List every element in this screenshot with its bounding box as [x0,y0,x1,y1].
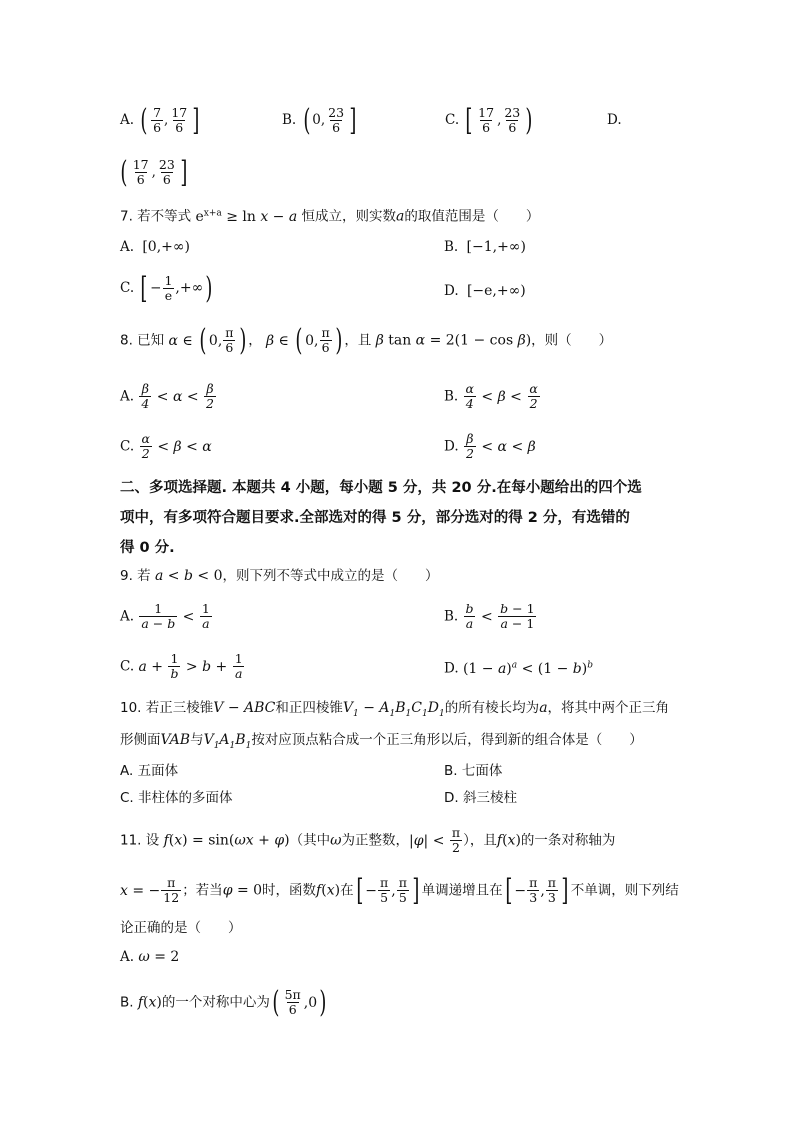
variable-omega: ω [330,832,342,849]
numerator: 17 [171,105,188,120]
stem-text: 为正整数， [341,832,410,849]
stem-text: 的取值范围是（ ） [404,208,540,225]
stem-text: ，将其中两个正三角 [547,700,670,716]
stem-text: 的所有棱长均为 [444,700,540,716]
option-value: [−e,+∞) [466,283,526,299]
option-label: C. [120,438,135,455]
denominator: 6 [332,120,341,135]
q10-option-a: A. 五面体 [120,763,179,779]
q10-option-d: D. 斜三棱柱 [444,790,517,806]
stem-text: 10. 若正三棱锥 [120,700,214,716]
fraction [326,106,346,135]
option-label: A. [120,112,135,128]
center-point: ( $\frac{5\pi}{6}$ ,0) [272,984,327,1020]
q11-option-a [120,947,179,967]
section2-line3: 得 0 分. [120,540,175,556]
q6-option-d: ( $\frac{17}{6}$ , $\frac{23}{6}$ ] [120,154,188,190]
q9-option-d [444,655,593,679]
q11-line1 [120,826,615,855]
function-def: f(x) = sin(ωx + φ) [163,832,290,849]
q7-option-b [444,237,526,257]
stem-text: 不单调，则下列结 [570,882,679,899]
numerator: 7 [153,105,162,120]
option-label: B. [444,388,459,405]
numerator: π [225,325,234,340]
q9-stem [120,566,438,586]
alpha-range: α ∈ ( 0, $\frac{\pi}{6}$ ) [168,322,246,358]
bracket-close: ] [349,102,357,138]
stem-text: 形侧面 [120,732,161,748]
bracket-close: ] [180,154,188,190]
stem-text: 在 [340,882,354,899]
stem-text: ，则下列不等式中成立的是（ ） [222,568,439,584]
option-formula: $\frac{\beta}{2}$ < α < β [465,431,536,461]
option-value: [−1,+∞) [466,239,526,255]
condition-formula: a < b < 0 [154,568,223,584]
numerator: 17 [478,105,495,120]
option-formula: $\frac{\alpha}{4}$ < β < $\frac{\alpha}{2}$ [465,381,538,411]
option-value: [0,+∞) [142,239,191,255]
pyramid-v1a1b1c1d1: $V_1 - A_1B_1C_1D_1$ [342,700,445,719]
q10-line1 [120,698,669,724]
q8-stem [120,322,613,358]
interval-1: [ − $\frac{\pi}{5}$ , $\frac{\pi}{5}$ ] [355,872,420,908]
stem-text: ；若当 [182,882,223,899]
q6-option-c: C. [ $\frac{17}{6}$ , $\frac{23}{6}$ ) [445,102,533,138]
denominator: 6 [321,340,330,355]
face-v1a1b1: $V_1A_1B_1$ [203,732,252,751]
phi-bound: |φ| < $\frac{\pi}{2}$ [409,825,461,855]
denominator: 6 [508,120,517,135]
q8-option-b [444,382,541,411]
interval-2: [ − $\frac{\pi}{3}$ , $\frac{\pi}{3}$ ] [504,872,569,908]
fraction [162,274,174,303]
option-label: B. [282,112,297,128]
q11-line2 [120,872,679,908]
q6-option-b [282,102,359,138]
beta-range: β ∈ ( 0, $\frac{\pi}{6}$ ) [266,322,343,358]
stem-text: 单调递增且在 [421,882,503,899]
stem-text: ），且 [463,832,497,849]
numerator: 1 [164,273,173,288]
denominator: e [164,288,173,303]
option-label: D. [444,283,459,299]
stem-text: 11. 设 [120,832,160,849]
function-fx: f(x) [496,832,521,849]
q11-option-b [120,984,329,1020]
variable-a: a [396,208,405,225]
denominator: 6 [162,172,171,187]
function-fx: f(x) [137,994,162,1011]
option-formula: ω = 2 [138,949,180,965]
numerator: π [321,325,330,340]
stem-text: 按对应顶点粘合成一个正三角形以后，得到新的组合体是（ ） [251,732,643,748]
option-formula: $\frac{1}{a - b}$ < $\frac{1}{a}$ [141,601,210,631]
fraction [476,106,496,135]
fraction [502,106,522,135]
paren-close: ) [525,102,533,138]
option-label: C. [120,280,135,296]
numerator: 23 [504,105,521,120]
paren-close: ) [205,270,213,306]
stem-text: （其中 [289,832,331,849]
option-label: D. [444,660,459,677]
fraction [169,106,189,135]
denominator: 6 [175,120,184,135]
numerator: 17 [132,157,149,172]
fraction [157,158,177,187]
stem-text: 7. 若不等式 [120,208,192,225]
option-label: A. [120,949,135,965]
bracket-close: ] [192,102,200,138]
stem-text: 和正四棱锥 [275,700,343,716]
option-text: 的一个对称中心为 [161,994,270,1011]
option-formula: $(1 - a)^a < (1 - b)^b$ [462,660,593,677]
q7-option-c: C. [ − $\frac{1}{e}$ ,+∞) [120,270,213,306]
q8-option-d [444,432,536,461]
numerator: 23 [158,157,175,172]
option-label: B. [444,608,459,625]
option-label: D. [607,112,622,128]
option-label: B. [120,994,134,1011]
stem-text: 恒成立，则实数 [301,208,397,225]
bracket-open: [ [140,270,148,306]
q10-line2 [120,730,643,756]
q6-option-a: A. ( $\frac{7}{6}$ , $\frac{17}{6}$ ] [120,102,200,138]
variable-a: a [539,700,548,716]
section2-line1: 二、多项选择题. 本题共 4 小题，每小题 5 分，共 20 分.在每小题给出的四个选 [120,480,642,496]
option-label: A. [120,608,135,625]
bracket-open: [ [465,102,473,138]
condition-formula: β tan α = 2(1 − cos β) [375,332,532,349]
q7-option-a [120,237,190,257]
q7-option-d [444,281,526,301]
fraction [131,158,151,187]
option-label: A. [120,239,135,255]
option-value: ,+∞ [175,280,204,296]
face-vab: VAB [160,732,191,748]
option-label: C. [445,112,460,128]
option-label: B. [444,239,459,255]
function-fx: f(x) [316,882,341,899]
denominator: 6 [225,340,234,355]
axis-formula: x = − $\frac{\pi}{12}$ [120,875,180,905]
option-formula: $\frac{\beta}{4}$ < α < $\frac{\beta}{2}$ [141,381,214,411]
q9-option-c [120,652,246,681]
denominator: 6 [482,120,491,135]
q7-stem [120,203,539,227]
stem-text: 9. 若 [120,568,151,584]
paren-open: ( [302,102,310,138]
q9-option-b [444,602,538,631]
option-formula: $\frac{b}{a}$ < $\frac{b - 1}{a - 1}$ [465,601,535,631]
stem-text: ，且 [344,332,372,349]
paren-open: ( [140,102,148,138]
phi-zero: φ = 0 [222,882,263,899]
stem-text: 8. 已知 [120,332,165,349]
q10-option-b: B. 七面体 [444,763,503,779]
numerator: 23 [328,105,345,120]
q9-option-a [120,602,213,631]
fraction [151,106,163,135]
q8-option-a [120,382,217,411]
stem-text: ， [248,332,262,349]
value: 0, [312,112,326,128]
option-label: A. [120,388,135,405]
q11-line3: 论正确的是（ ） [120,920,242,936]
stem-text: ，则（ ） [531,332,613,349]
option-label: D. [444,438,459,455]
paren-open: ( [120,154,128,190]
stem-text: 与 [190,732,204,748]
stem-text: 的一条对称轴为 [520,832,616,849]
q8-option-c [120,432,212,461]
denominator: 6 [153,120,162,135]
q10-option-c: C. 非柱体的多面体 [120,790,233,806]
option-label: C. [120,658,135,675]
section2-line2: 项中，有多项符合题目要求.全部选对的得 5 分，部分选对的得 2 分，有选错的 [120,510,630,526]
option-formula: $\frac{\alpha}{2}$ < β < α [141,431,212,461]
inequality-formula: $e^{x+a} \ge \ln x - a$ [195,208,298,225]
option-formula: a + $\frac{1}{b}$ > b + $\frac{1}{a}$ [138,651,243,681]
stem-text: 时，函数 [262,882,317,899]
q6-option-d-label [607,110,622,130]
pyramid-vabc: V − ABC [213,700,276,716]
denominator: 6 [136,172,145,187]
